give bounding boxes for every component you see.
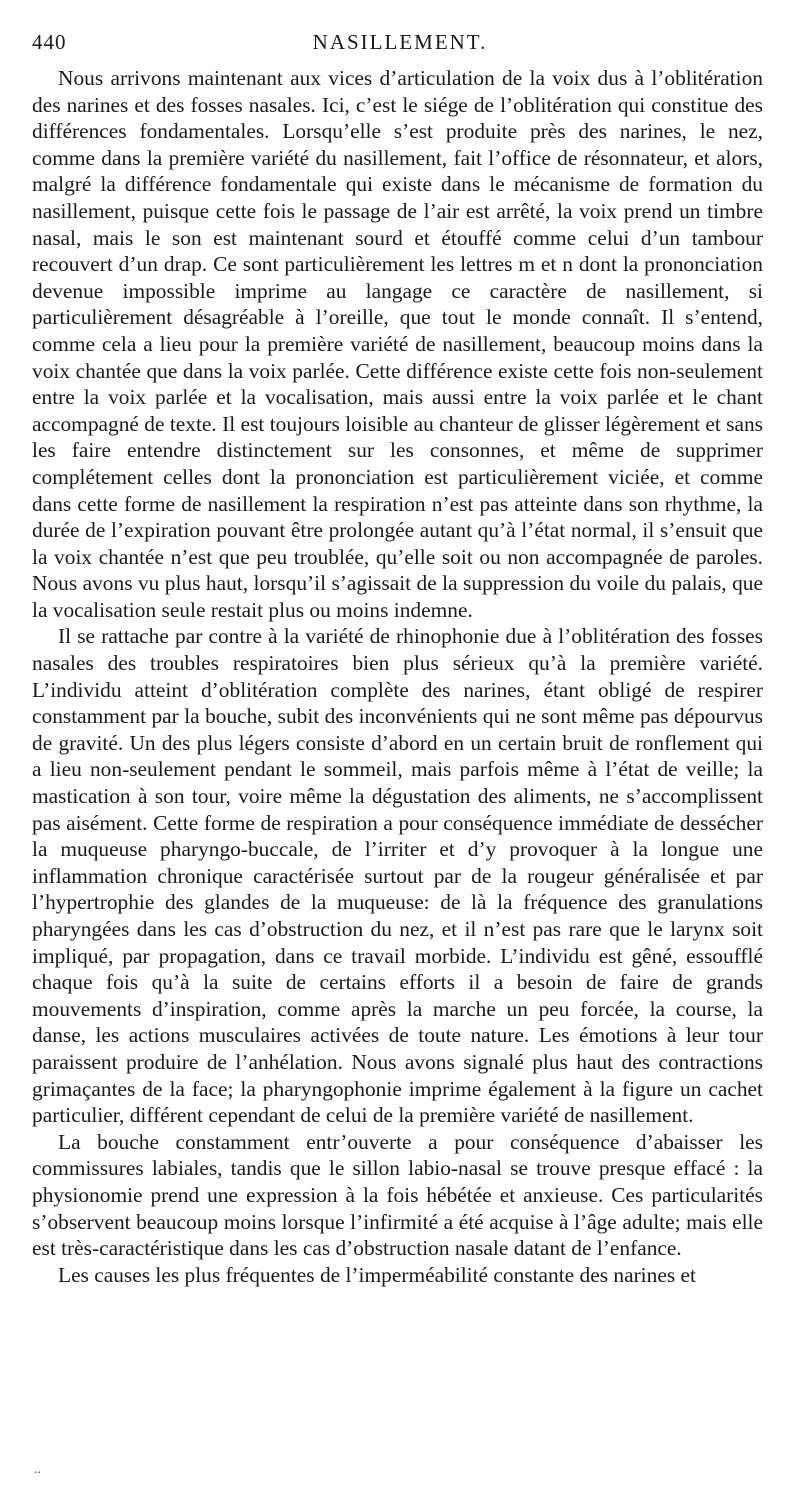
running-head [32,30,768,58]
footer-mark: .. [34,1462,41,1477]
body-text [32,65,763,1288]
paragraph-2: Il se rattache par contre à la variété de rhinophonie due à l’oblitération des fosses nasales des troubles respiratoires bien plus sérieux qu’à la première variété. L’individu atteint d’oblitération complète des narines, étant obligé de respirer constamment par la bouche, subit des inconvénients qui ne sont même pas dépourvus de gravité. Un des plus légers consiste d’abord en un certain bruit de ronflement qui a lieu non-seulement pendant le sommeil, mais parfois même à l’état de veille; la mastication à son tour, voire même la dégustation des aliments, ne s’accomplissent pas aisément. Cette forme de respiration a pour conséquence immédiate de dessécher la muqueuse pharyngo-buccale, de l’irriter et d’y provoquer à la longue une inflammation chronique caractérisée surtout par de la rougeur généralisée et par l’hypertrophie des glandes de la muqueuse: de là la fréquence des granulations pharyngées dans les cas d’obstruction du nez, et il n’est pas rare que le larynx soit impliqué, par propagation, dans ce travail morbide. L’individu est gêné, essoufflé chaque fois qu’à la suite de certains efforts il a besoin de faire de grands mouvements d’inspiration, comme après la marche un peu forcée, la course, la danse, les actions musculaires activées de toute nature. Les émotions à leur tour paraissent produire de l’anhélation. Nous avons signalé plus haut des contractions grimaçantes de la face; la pharyngophonie imprime également à la figure un cachet particulier, différent cependant de celui de la première variété de nasillement. [32,624,763,1128]
paragraph-1: Nous arrivons maintenant aux vices d’articulation de la voix dus à l’oblitération des narines et des fosses nasales. Ici, c’est le siége de l’oblitération qui constitue des différences fondamentales. Lorsqu’elle s’est produite près des narines, le nez, comme dans la première variété du nasillement, fait l’office de résonnateur, et alors, malgré la différence fondamentale qui existe dans le mécanisme de formation du nasillement, puisque cette fois le passage de l’air est arrêté, la voix prend un timbre nasal, mais le son est maintenant sourd et étouffé comme celui d’un tambour recouvert d’un drap. Ce sont particulièrement les lettres m et n dont la prononciation devenue impossible imprime au langage ce caractère de nasillement, si particulièrement désagréable à l’oreille, que tout le monde connaît. Il s’entend, comme cela a lieu pour la première variété de nasillement, beaucoup moins dans la voix chantée que dans la voix parlée. Cette différence existe cette fois non-seulement entre la voix parlée et la vocalisation, mais aussi entre la voix parlée et le chant accompagné de texte. Il est toujours loisible au chanteur de glisser légèrement et sans les faire entendre distinctement sur les consonnes, et même de supprimer complétement celles dont la prononciation est particulièrement viciée, et comme dans cette forme de nasillement la respiration n’est pas atteinte dans son rhythme, la durée de l’expiration pouvant être prolongée autant qu’à l’état normal, il s’ensuit que la voix chantée n’est que peu troublée, qu’elle soit ou non accompagnée de paroles. Nous avons vu plus haut, lorsqu’il s’agissait de la suppression du voile du palais, que la vocalisation seule restait plus ou moins indemne. [32,66,763,622]
paragraph-3: La bouche constamment entr’ouverte a pour conséquence d’abaisser les commissures labiales, tandis que le sillon labio-nasal se trouve presque effacé : la physionomie prend une expression à la fois hébétée et anxieuse. Ces particularités s’observent beaucoup moins lorsque l’infirmité a été acquise à l’âge adulte; mais elle est très-caractéristique dans les cas d’obstruction nasale datant de l’enfance. [32,1129,763,1261]
running-title: NASILLEMENT. [312,30,488,54]
page-number: 440 [32,30,67,54]
paragraph-4: Les causes les plus fréquentes de l’imperméabilité constante des narines et [58,1262,696,1287]
